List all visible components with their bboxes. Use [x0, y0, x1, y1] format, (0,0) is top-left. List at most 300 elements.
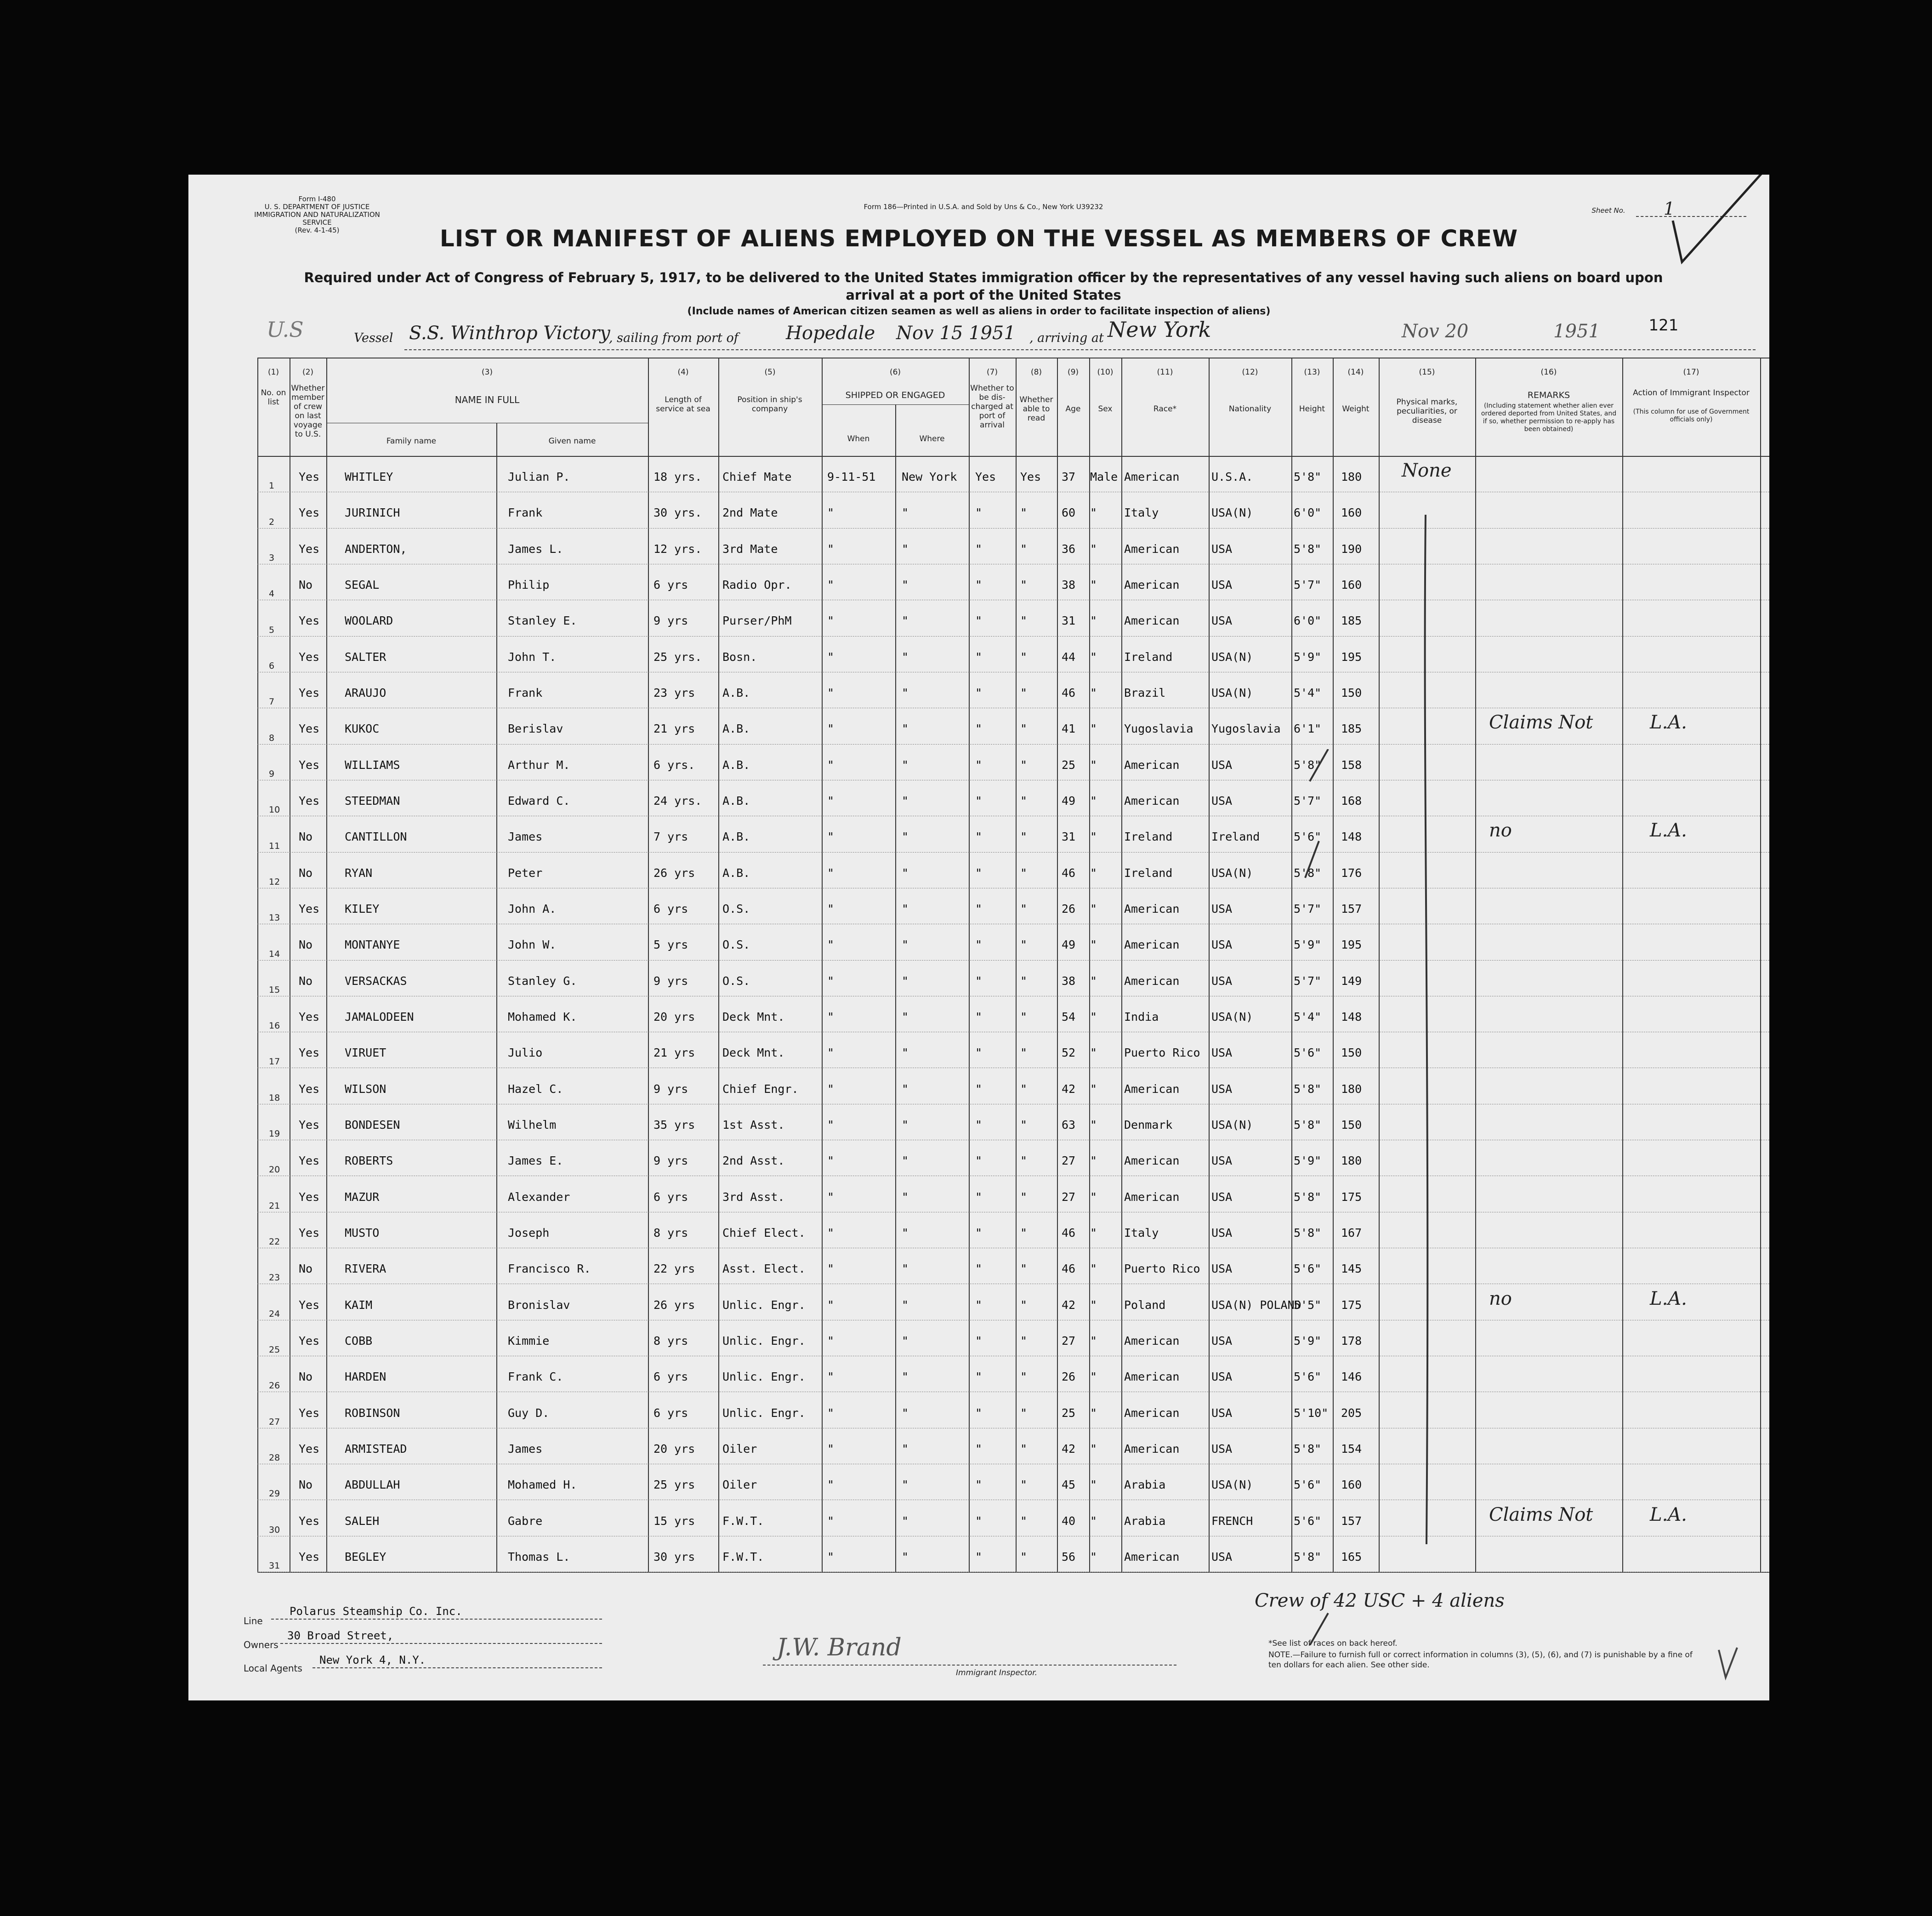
- age: 45: [1062, 1478, 1076, 1492]
- able-to-read: ": [1020, 1262, 1028, 1276]
- service-length: 6 yrs: [653, 902, 688, 916]
- shipped-when: ": [827, 974, 835, 988]
- row-number: 19: [269, 1129, 280, 1139]
- height: 5'6": [1294, 1478, 1322, 1492]
- initials-icon: [1714, 1645, 1742, 1682]
- crew-flag: Yes: [299, 470, 320, 484]
- given-name: Julio: [508, 1046, 543, 1060]
- family-name: SALEH: [345, 1514, 380, 1528]
- shipped-where: ": [902, 1478, 909, 1492]
- col-rule: [1291, 358, 1292, 1572]
- shipped-where: ": [902, 1226, 909, 1239]
- service-length: 6 yrs: [653, 1370, 688, 1384]
- shipped-where: ": [902, 902, 909, 916]
- race: American: [1124, 1334, 1180, 1347]
- col-position: Position in ship's company: [737, 395, 802, 414]
- weight: 157: [1341, 902, 1362, 916]
- family-name: KAIM: [345, 1298, 373, 1312]
- row-number: 12: [269, 876, 280, 887]
- row-rule: [257, 528, 1769, 529]
- col-rule: [1121, 358, 1122, 1572]
- able-to-read: ": [1020, 1010, 1028, 1023]
- remarks: no: [1489, 1288, 1512, 1309]
- shipped-when: ": [827, 578, 835, 592]
- height: 6'1": [1294, 722, 1322, 736]
- colnum-9: (9): [1067, 368, 1079, 377]
- given-name: Mohamed K.: [508, 1010, 577, 1023]
- position: Unlic. Engr.: [722, 1298, 806, 1312]
- weight: 150: [1341, 686, 1362, 700]
- able-to-read: ": [1020, 578, 1028, 592]
- col-rule: [648, 358, 649, 1572]
- service-length: 9 yrs: [653, 614, 688, 628]
- family-name: HARDEN: [345, 1370, 386, 1384]
- height: 5'9": [1294, 1154, 1322, 1168]
- col-rule: [718, 358, 719, 1572]
- nationality: U.S.A.: [1211, 470, 1253, 484]
- height: 5'5": [1294, 1298, 1322, 1312]
- able-to-read: ": [1020, 1370, 1028, 1384]
- nationality: USA: [1211, 614, 1233, 628]
- crew-flag: No: [299, 938, 313, 952]
- shipped-subrule: [822, 404, 969, 405]
- row-number: 24: [269, 1308, 280, 1319]
- remarks: Claims Not: [1489, 1504, 1593, 1525]
- discharged: ": [975, 650, 983, 664]
- position: 3rd Mate: [722, 542, 778, 556]
- weight: 168: [1341, 794, 1362, 808]
- age: 27: [1062, 1190, 1076, 1204]
- given-name: Kimmie: [508, 1334, 550, 1347]
- position: O.S.: [722, 902, 750, 916]
- sex: ": [1090, 830, 1097, 844]
- weight: 157: [1341, 1514, 1362, 1528]
- age: 44: [1062, 650, 1076, 664]
- row-number: 13: [269, 913, 280, 923]
- height: 6'0": [1294, 506, 1322, 520]
- family-name: ARMISTEAD: [345, 1442, 407, 1455]
- sex: ": [1090, 1010, 1097, 1023]
- nationality: USA(N): [1211, 1010, 1253, 1023]
- nationality: USA: [1211, 902, 1233, 916]
- discharged: ": [975, 1334, 983, 1347]
- row-number: 16: [269, 1021, 280, 1031]
- weight: 167: [1341, 1226, 1362, 1239]
- header-bottom-rule: [257, 456, 1769, 457]
- given-name: John T.: [508, 650, 557, 664]
- line-value: Polarus Steamship Co. Inc.: [290, 1605, 462, 1618]
- age: 27: [1062, 1334, 1076, 1347]
- shipped-when: 9-11-51: [827, 470, 876, 484]
- colnum-11: (11): [1157, 368, 1173, 377]
- colnum-5: (5): [764, 368, 776, 377]
- position: F.W.T.: [722, 1550, 764, 1564]
- height: 5'4": [1294, 686, 1322, 700]
- given-name: Mohamed H.: [508, 1478, 577, 1492]
- service-length: 8 yrs: [653, 1226, 688, 1239]
- sex: ": [1090, 1406, 1097, 1420]
- able-to-read: ": [1020, 1478, 1028, 1492]
- weight: 148: [1341, 830, 1362, 844]
- row-number: 27: [269, 1416, 280, 1427]
- sex: ": [1090, 1046, 1097, 1060]
- discharged: ": [975, 1010, 983, 1023]
- service-length: 12 yrs.: [653, 542, 702, 556]
- given-name: James E.: [508, 1154, 563, 1168]
- service-length: 20 yrs: [653, 1442, 695, 1455]
- given-name: Frank: [508, 506, 543, 520]
- discharged: ": [975, 542, 983, 556]
- row-number: 18: [269, 1092, 280, 1103]
- discharged: ": [975, 1478, 983, 1492]
- sex: ": [1090, 1478, 1097, 1492]
- given-name: Stanley G.: [508, 974, 577, 988]
- weight: 145: [1341, 1262, 1362, 1276]
- height: 5'7": [1294, 578, 1322, 592]
- sex: ": [1090, 1370, 1097, 1384]
- discharged: ": [975, 722, 983, 736]
- col-rule: [1057, 358, 1058, 1572]
- crew-flag: No: [299, 1262, 313, 1276]
- row-rule: [257, 960, 1769, 961]
- nationality: USA: [1211, 1154, 1233, 1168]
- discharged: ": [975, 578, 983, 592]
- age: 46: [1062, 866, 1076, 880]
- sail-date: Nov 15 1951: [896, 323, 1016, 344]
- row-number: 17: [269, 1057, 280, 1067]
- age: 46: [1062, 686, 1076, 700]
- row-number: 22: [269, 1237, 280, 1247]
- shipped-when: ": [827, 938, 835, 952]
- shipped-where: ": [902, 1154, 909, 1168]
- shipped-when: ": [827, 1154, 835, 1168]
- able-to-read: ": [1020, 1406, 1028, 1420]
- nationality: USA: [1211, 794, 1233, 808]
- col-length-service: Length of service at sea: [656, 395, 710, 414]
- page-subtitle-note: (Include names of American citizen seamen as well as aliens in order to facilitate inspection of aliens): [687, 306, 1271, 317]
- family-name: STEEDMAN: [345, 794, 400, 808]
- able-to-read: ": [1020, 506, 1028, 520]
- arrival-year: 1951: [1553, 321, 1600, 342]
- agents-underline: [313, 1667, 602, 1668]
- family-name: CANTILLON: [345, 830, 407, 844]
- weight: 180: [1341, 470, 1362, 484]
- shipped-when: ": [827, 1478, 835, 1492]
- able-to-read: ": [1020, 542, 1028, 556]
- shipped-where: ": [902, 722, 909, 736]
- weight: 158: [1341, 758, 1362, 772]
- row-number: 10: [269, 805, 280, 815]
- height: 5'7": [1294, 974, 1322, 988]
- shipped-when: ": [827, 1010, 835, 1023]
- weight: 178: [1341, 1334, 1362, 1347]
- able-to-read: ": [1020, 830, 1028, 844]
- nationality: USA: [1211, 542, 1233, 556]
- weight: 176: [1341, 866, 1362, 880]
- position: O.S.: [722, 938, 750, 952]
- discharged: ": [975, 902, 983, 916]
- race: Brazil: [1124, 686, 1166, 700]
- race: American: [1124, 1406, 1180, 1420]
- service-length: 25 yrs.: [653, 650, 702, 664]
- given-name: John W.: [508, 938, 557, 952]
- given-name: Gabre: [508, 1514, 543, 1528]
- discharged: ": [975, 1262, 983, 1276]
- race: Ireland: [1124, 830, 1173, 844]
- family-name: WOOLARD: [345, 614, 393, 628]
- height: 5'9": [1294, 1334, 1322, 1347]
- weight: 148: [1341, 1010, 1362, 1023]
- discharged: ": [975, 866, 983, 880]
- row-number: 21: [269, 1200, 280, 1211]
- inspector-action: L.A.: [1650, 1504, 1687, 1525]
- position: O.S.: [722, 974, 750, 988]
- nationality: USA: [1211, 1082, 1233, 1096]
- sex: ": [1090, 866, 1097, 880]
- weight: 195: [1341, 650, 1362, 664]
- row-number: 7: [269, 697, 275, 707]
- row-number: 14: [269, 949, 280, 959]
- height: 5'8": [1294, 1118, 1322, 1131]
- sex: ": [1090, 1118, 1097, 1131]
- nationality: USA: [1211, 1046, 1233, 1060]
- owners-value: 30 Broad Street,: [287, 1629, 394, 1642]
- height: 5'8": [1294, 542, 1322, 556]
- shipped-when: ": [827, 1550, 835, 1564]
- col-rule: [895, 404, 896, 1572]
- crew-flag: No: [299, 1478, 313, 1492]
- age: 54: [1062, 1010, 1076, 1023]
- able-to-read: ": [1020, 722, 1028, 736]
- sex: ": [1090, 1154, 1097, 1168]
- shipped-when: ": [827, 866, 835, 880]
- able-to-read: ": [1020, 1514, 1028, 1528]
- col-age: Age: [1065, 404, 1081, 414]
- form-number: Form I-480: [298, 195, 336, 203]
- vessel-label: Vessel: [354, 331, 393, 345]
- race: Arabia: [1124, 1478, 1166, 1492]
- weight: 165: [1341, 1550, 1362, 1564]
- nationality: USA(N) POLAND: [1211, 1298, 1301, 1312]
- shipped-where: ": [902, 758, 909, 772]
- given-name: Julian P.: [508, 470, 570, 484]
- family-name: WILSON: [345, 1082, 386, 1096]
- family-name: SEGAL: [345, 578, 380, 592]
- given-name: Alexander: [508, 1190, 570, 1204]
- age: 26: [1062, 902, 1076, 916]
- family-name: ANDERTON,: [345, 542, 407, 556]
- able-to-read: ": [1020, 1226, 1028, 1239]
- discharged: ": [975, 1046, 983, 1060]
- row-number: 23: [269, 1273, 280, 1283]
- age: 52: [1062, 1046, 1076, 1060]
- owners-underline: [280, 1643, 602, 1644]
- discharged: ": [975, 506, 983, 520]
- page-stamp: 121: [1648, 316, 1679, 335]
- col-shipped-when: When: [847, 434, 870, 443]
- agents-value: New York 4, N.Y.: [319, 1654, 426, 1666]
- colnum-13: (13): [1304, 368, 1320, 377]
- col-physical-marks: Physical marks, peculiarities, or disease: [1396, 398, 1458, 425]
- vessel-underline: [404, 349, 1756, 350]
- shipped-where: ": [902, 1370, 909, 1384]
- weight: 180: [1341, 1154, 1362, 1168]
- given-name: Bronislav: [508, 1298, 570, 1312]
- given-name: John A.: [508, 902, 557, 916]
- position: Chief Mate: [722, 470, 792, 484]
- position: 2nd Mate: [722, 506, 778, 520]
- weight: 160: [1341, 1478, 1362, 1492]
- age: 38: [1062, 578, 1076, 592]
- service-length: 25 yrs: [653, 1478, 695, 1492]
- age: 56: [1062, 1550, 1076, 1564]
- col-rule: [822, 358, 823, 1572]
- arriving-label: , arriving at: [1029, 331, 1104, 345]
- family-name: WILLIAMS: [345, 758, 400, 772]
- discharged: ": [975, 794, 983, 808]
- vessel-name: S.S. Winthrop Victory: [409, 323, 610, 344]
- service-length: 35 yrs: [653, 1118, 695, 1131]
- nationality: USA: [1211, 1406, 1233, 1420]
- position: 2nd Asst.: [722, 1154, 785, 1168]
- age: 63: [1062, 1118, 1076, 1131]
- age: 25: [1062, 1406, 1076, 1420]
- col-inspector-note: (This column for use of Government officials only): [1633, 408, 1750, 423]
- family-name: JURINICH: [345, 506, 400, 520]
- col-remarks: REMARKS: [1527, 390, 1570, 400]
- height: 5'4": [1294, 1010, 1322, 1023]
- sex: ": [1090, 758, 1097, 772]
- race: Italy: [1124, 1226, 1159, 1239]
- col-family-name: Family name: [386, 437, 437, 446]
- family-name: SALTER: [345, 650, 386, 664]
- weight: 180: [1341, 1082, 1362, 1096]
- race: Ireland: [1124, 650, 1173, 664]
- col-rule: [1089, 358, 1090, 1572]
- position: A.B.: [722, 794, 750, 808]
- shipped-where: ": [902, 938, 909, 952]
- service-length: 6 yrs: [653, 1190, 688, 1204]
- nationality: USA: [1211, 938, 1233, 952]
- race: American: [1124, 974, 1180, 988]
- inspector-underline: [763, 1665, 1176, 1666]
- height: 5'6": [1294, 1370, 1322, 1384]
- height: 5'8": [1294, 1550, 1322, 1564]
- family-name: KUKOC: [345, 722, 380, 736]
- service-length: 15 yrs: [653, 1514, 695, 1528]
- able-to-read: ": [1020, 758, 1028, 772]
- manifest-sheet: [188, 175, 1769, 1700]
- given-name: Frank: [508, 686, 543, 700]
- shipped-where: ": [902, 506, 909, 520]
- col-rule: [257, 358, 258, 1572]
- weight: 185: [1341, 614, 1362, 628]
- given-name: Arthur M.: [508, 758, 570, 772]
- given-name: James: [508, 830, 543, 844]
- crew-flag: Yes: [299, 1154, 320, 1168]
- height: 5'7": [1294, 902, 1322, 916]
- col-crew-last-voyage: Whether member of crew on last voyage to U.S.: [291, 384, 325, 439]
- given-name: Frank C.: [508, 1370, 563, 1384]
- age: 49: [1062, 938, 1076, 952]
- shipped-where: ": [902, 1298, 909, 1312]
- discharged: ": [975, 614, 983, 628]
- race: American: [1124, 938, 1180, 952]
- crew-flag: Yes: [299, 686, 320, 700]
- col-inspector-action: Action of Immigrant Inspector: [1633, 388, 1750, 398]
- family-name: ROBINSON: [345, 1406, 400, 1420]
- printer-line: Form 186—Printed in U.S.A. and Sold by Uns & Co., New York U39232: [864, 203, 1103, 211]
- position: A.B.: [722, 866, 750, 880]
- height: 5'8": [1294, 1442, 1322, 1455]
- discharged: ": [975, 1226, 983, 1239]
- col-rule: [1379, 358, 1380, 1572]
- weight: 190: [1341, 542, 1362, 556]
- remarks: Claims Not: [1489, 712, 1593, 733]
- shipped-when: ": [827, 1262, 835, 1276]
- family-name: JAMALODEEN: [345, 1010, 414, 1023]
- sex: ": [1090, 686, 1097, 700]
- weight: 205: [1341, 1406, 1362, 1420]
- shipped-when: ": [827, 1118, 835, 1131]
- position: A.B.: [722, 686, 750, 700]
- weight: 150: [1341, 1118, 1362, 1131]
- position: Unlic. Engr.: [722, 1370, 806, 1384]
- inspector-signature: J.W. Brand: [777, 1634, 902, 1661]
- shipped-where: ": [902, 1118, 909, 1131]
- able-to-read: ": [1020, 1298, 1028, 1312]
- shipped-when: ": [827, 1082, 835, 1096]
- able-to-read: ": [1020, 1046, 1028, 1060]
- nationality: USA: [1211, 1550, 1233, 1564]
- service-length: 6 yrs: [653, 578, 688, 592]
- position: Chief Engr.: [722, 1082, 799, 1096]
- race: Yugoslavia: [1124, 722, 1193, 736]
- page-subtitle: Required under Act of Congress of February 5, 1917, to be delivered to the United States immigration officer by the representatives of any vessel having such aliens on board upon arrival at a port of the United States: [304, 270, 1663, 303]
- service-length: 18 yrs.: [653, 470, 702, 484]
- position: Purser/PhM: [722, 614, 792, 628]
- age: 25: [1062, 758, 1076, 772]
- row-number: 25: [269, 1345, 280, 1355]
- race: American: [1124, 794, 1180, 808]
- sex: ": [1090, 1190, 1097, 1204]
- sex: ": [1090, 1262, 1097, 1276]
- service-length: 24 yrs.: [653, 794, 702, 808]
- shipped-where: ": [902, 1406, 909, 1420]
- service-length: 7 yrs: [653, 830, 688, 844]
- colnum-16: (16): [1540, 368, 1557, 377]
- able-to-read: ": [1020, 866, 1028, 880]
- family-name: VIRUET: [345, 1046, 386, 1060]
- row-number: 9: [269, 768, 275, 779]
- shipped-when: ": [827, 1190, 835, 1204]
- height: 5'8": [1294, 1226, 1322, 1239]
- nationality: USA: [1211, 1334, 1233, 1347]
- shipped-where: ": [902, 1190, 909, 1204]
- able-to-read: ": [1020, 1118, 1028, 1131]
- inspector-action: L.A.: [1650, 820, 1687, 841]
- height: 5'10": [1294, 1406, 1329, 1420]
- line-underline: [271, 1619, 602, 1620]
- race: American: [1124, 578, 1180, 592]
- given-name: Hazel C.: [508, 1082, 563, 1096]
- race: India: [1124, 1010, 1159, 1023]
- sex: ": [1090, 542, 1097, 556]
- race: Puerto Rico: [1124, 1262, 1200, 1276]
- shipped-where: ": [902, 1334, 909, 1347]
- shipped-when: ": [827, 1442, 835, 1455]
- shipped-when: ": [827, 1298, 835, 1312]
